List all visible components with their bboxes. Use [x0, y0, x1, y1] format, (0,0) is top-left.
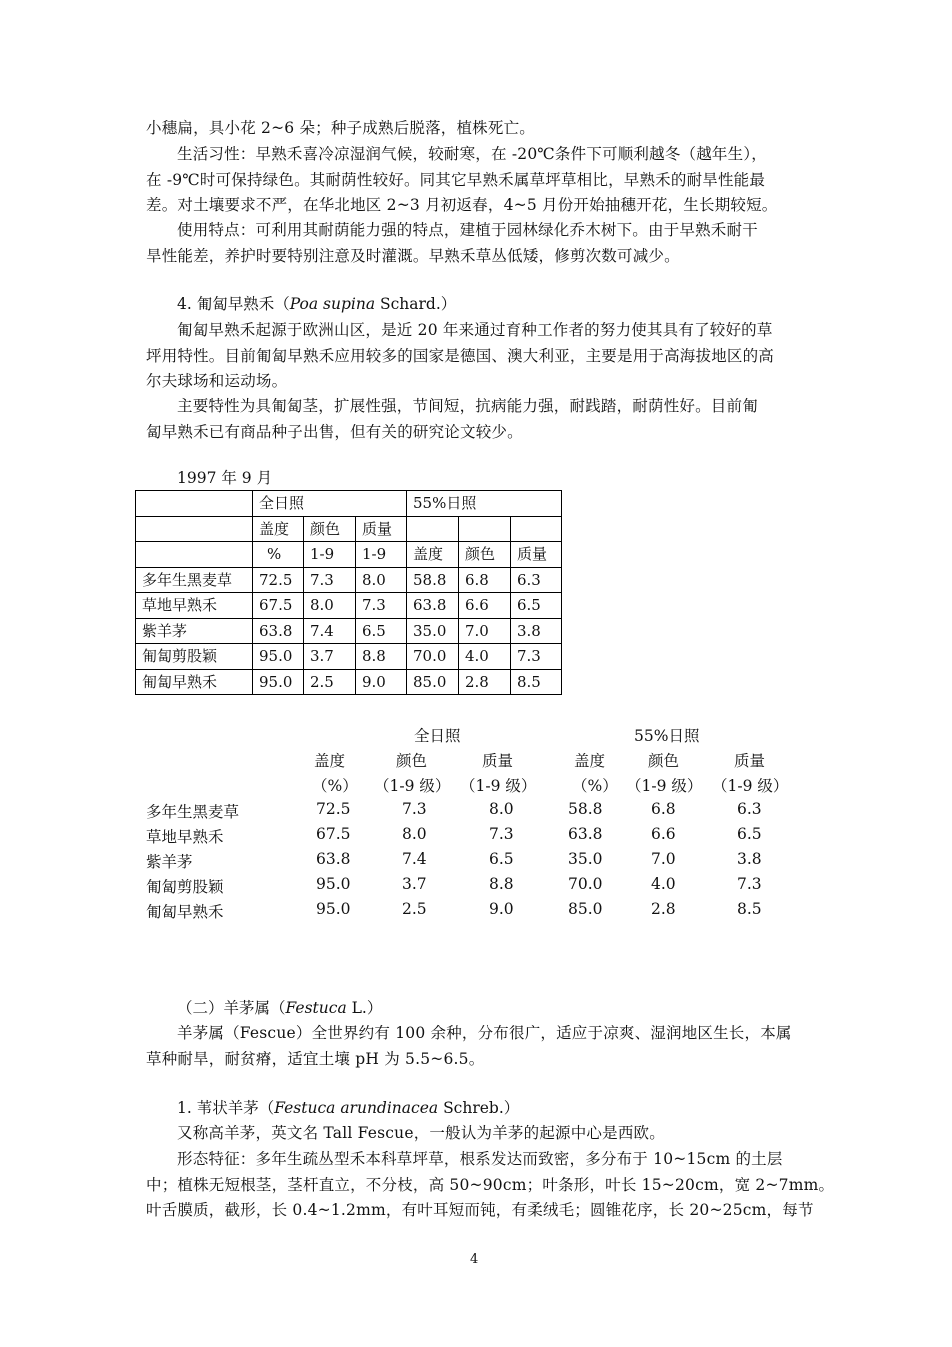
table-header-row [136, 542, 562, 568]
table-cell: 7.4 [304, 618, 356, 644]
table-cell: 3.8 [511, 618, 562, 644]
paragraph-poa-supina-origin [146, 318, 814, 395]
text-line: 尔夫球场和运动场。 [146, 372, 288, 390]
plain-cell-species: 匍匐剪股颖 [146, 878, 224, 897]
table-header-55-sun: 55%日照 [407, 491, 562, 517]
plain-header-cell: 盖度 [314, 752, 346, 771]
plain-header-55-sun: 55%日照 [634, 727, 700, 745]
table-cell: 63.8 [407, 593, 459, 619]
plain-cell: 7.3 [402, 799, 427, 818]
table-cell [136, 491, 253, 517]
table-cell: 35.0 [407, 618, 459, 644]
table-cell: 95.0 [253, 669, 304, 695]
table-header-cell: 颜色 [459, 542, 511, 568]
table-cell: 8.8 [356, 644, 407, 670]
paragraph-poa-supina-traits [146, 394, 814, 445]
latin-name: Poa supina [289, 295, 376, 313]
text-line: 又称高羊茅，英文名 Tall Fescue，一般认为羊茅的起源中心是西欧。 [177, 1124, 665, 1142]
plain-cell: 6.8 [651, 799, 676, 818]
table-cell [136, 542, 253, 568]
plain-cell: 3.8 [737, 849, 762, 868]
table-cell: 8.0 [356, 567, 407, 593]
plain-cell: 8.8 [489, 875, 514, 894]
plain-cell-species: 多年生黑麦草 [146, 802, 240, 821]
plain-cell: 95.0 [316, 900, 351, 919]
section-heading-festuca [177, 996, 382, 1022]
table-cell: 9.0 [356, 669, 407, 695]
plain-cell: 9.0 [489, 900, 514, 919]
table-cell: 85.0 [407, 669, 459, 695]
plain-unit-cell: （1-9 级） [712, 777, 789, 796]
plain-cell: 8.0 [489, 799, 514, 818]
page-number: 4 [470, 1252, 479, 1267]
plain-cell: 6.3 [737, 799, 762, 818]
section-heading-poa-supina [177, 292, 456, 318]
plain-cell: 3.7 [402, 875, 427, 894]
table-cell [407, 516, 459, 542]
plain-cell: 4.0 [651, 875, 676, 894]
plain-cell: 6.5 [489, 849, 514, 868]
heading-text: 4. 匍匐早熟禾（ [177, 295, 290, 313]
table-cell: 2.8 [459, 669, 511, 695]
plain-unit-cell: （%） [312, 777, 358, 796]
bordered-data-table [135, 490, 562, 695]
plain-cell: 6.6 [651, 824, 676, 843]
table-header-cell: % [253, 542, 304, 568]
table-cell: 7.3 [304, 567, 356, 593]
plain-cell: 8.0 [402, 824, 427, 843]
paragraph-usage [146, 218, 814, 269]
table-cell: 6.5 [511, 593, 562, 619]
heading-text: Schard.） [375, 295, 457, 313]
section-heading-tall-fescue [177, 1096, 519, 1122]
table-cell-species: 紫羊茅 [136, 618, 253, 644]
table-header-cell: 盖度 [253, 516, 304, 542]
text-line: 差。对土壤要求不严，在华北地区 2~3 月初返春，4~5 月份开始抽穗开花，生长期较短。 [146, 196, 778, 214]
table-cell: 72.5 [253, 567, 304, 593]
plain-header-cell: 质量 [482, 752, 514, 771]
plain-header-cell: 质量 [734, 752, 766, 771]
paragraph-spikelet [146, 116, 814, 142]
plain-cell: 58.8 [568, 799, 603, 818]
plain-cell: 8.5 [737, 900, 762, 919]
plain-cell: 7.3 [737, 875, 762, 894]
table-cell-species: 多年生黑麦草 [136, 567, 253, 593]
paragraph-tall-fescue-morphology [146, 1147, 835, 1224]
plain-header-cell: 盖度 [574, 752, 606, 771]
table-cell: 95.0 [253, 644, 304, 670]
plain-cell: 7.4 [402, 849, 427, 868]
plain-unit-cell: （%） [572, 777, 618, 796]
heading-text: （二）羊茅属（ [177, 999, 286, 1017]
plain-cell: 95.0 [316, 875, 351, 894]
table-header-full-sun: 全日照 [253, 491, 407, 517]
plain-cell: 35.0 [568, 849, 603, 868]
text-line: 羊茅属（Fescue）全世界约有 100 余种，分布很广，适应于凉爽、湿润地区生长，本属 [177, 1024, 792, 1042]
table-cell [136, 516, 253, 542]
table-cell: 8.5 [511, 669, 562, 695]
plain-cell: 72.5 [316, 799, 351, 818]
table-cell: 58.8 [407, 567, 459, 593]
plain-unit-cell: （1-9 级） [626, 777, 703, 796]
heading-text: 1. 苇状羊茅（ [177, 1099, 275, 1117]
text-line: 在 -9℃时可保持绿色。其耐荫性较好。同其它早熟禾属草坪草相比，早熟禾的耐旱性能最 [146, 170, 766, 189]
text-line: 中；植株无短根茎，茎杆直立，不分枝，高 50~90cm；叶条形，叶长 15~20cm，宽 2~7mm。 [146, 1175, 835, 1194]
table-cell-species: 草地早熟禾 [136, 593, 253, 619]
table-header-row [136, 516, 562, 542]
table-row [136, 669, 562, 695]
table-cell [511, 516, 562, 542]
table-date: 1997 年 9 月 [177, 469, 273, 487]
plain-cell-species: 草地早熟禾 [146, 827, 224, 846]
table-cell: 2.5 [304, 669, 356, 695]
plain-cell: 6.5 [737, 824, 762, 843]
table-header-cell: 盖度 [407, 542, 459, 568]
paragraph-habit [146, 142, 814, 219]
heading-text: Schreb.） [438, 1099, 520, 1117]
table-cell: 3.7 [304, 644, 356, 670]
text-line: 叶舌膜质，截形，长 0.4~1.2mm，有叶耳短而钝，有柔绒毛；圆锥花序，长 20~25cm，每节 [146, 1201, 814, 1219]
text-line: 旱性能差，养护时要特别注意及时灌溉。早熟禾草丛低矮，修剪次数可减少。 [146, 246, 680, 265]
plain-cell: 63.8 [568, 824, 603, 843]
table-cell-species: 匍匐早熟禾 [136, 669, 253, 695]
heading-text: L.） [346, 999, 383, 1017]
table-cell: 7.0 [459, 618, 511, 644]
plain-unit-cell: （1-9 级） [460, 777, 537, 796]
plain-header-full-sun: 全日照 [414, 727, 461, 745]
table-cell: 6.5 [356, 618, 407, 644]
table-cell-species: 匍匐剪股颖 [136, 644, 253, 670]
table-row [136, 567, 562, 593]
table-cell: 7.3 [356, 593, 407, 619]
latin-name: Festuca arundinacea [274, 1099, 439, 1117]
plain-cell: 7.0 [651, 849, 676, 868]
plain-header-cell: 颜色 [648, 752, 680, 771]
text-line: 使用特点：可利用其耐荫能力强的特点，建植于园林绿化乔木树下。由于早熟禾耐干 [177, 221, 758, 239]
text-line: 形态特征：多年生疏丛型禾本科草坪草，根系发达而致密，多分布于 10~15cm 的土层 [177, 1150, 783, 1168]
plain-cell: 70.0 [568, 875, 603, 894]
table-header-cell: 1-9 [304, 542, 356, 568]
paragraph-festuca [146, 1021, 814, 1072]
table-cell: 8.0 [304, 593, 356, 619]
plain-cell-species: 紫羊茅 [146, 852, 193, 871]
plain-cell: 7.3 [489, 824, 514, 843]
text-line: 匍匐早熟禾起源于欧洲山区，是近 20 年来通过育种工作者的努力使其具有了较好的草 [177, 321, 773, 339]
table-cell [459, 516, 511, 542]
plain-cell: 67.5 [316, 824, 351, 843]
table-cell: 70.0 [407, 644, 459, 670]
table-cell: 6.3 [511, 567, 562, 593]
plain-cell: 85.0 [568, 900, 603, 919]
text-line: 坪用特性。目前匍匐早熟禾应用较多的国家是德国、澳大利亚，主要是用于高海拔地区的高 [146, 346, 775, 365]
plain-cell-species: 匍匐早熟禾 [146, 903, 224, 922]
table-header-cell: 1-9 [356, 542, 407, 568]
plain-cell: 63.8 [316, 849, 351, 868]
text-line: 主要特性为具匍匐茎，扩展性强，节间短，抗病能力强，耐践踏，耐荫性好。目前匍 [177, 397, 758, 415]
table-row [136, 593, 562, 619]
table-cell: 63.8 [253, 618, 304, 644]
table-cell: 67.5 [253, 593, 304, 619]
plain-cell: 2.8 [651, 900, 676, 919]
plain-header-cell: 颜色 [396, 752, 428, 771]
table-cell: 6.8 [459, 567, 511, 593]
text-line: 匐早熟禾已有商品种子出售，但有关的研究论文较少。 [146, 422, 523, 441]
table-cell: 6.6 [459, 593, 511, 619]
text-line: 生活习性：早熟禾喜冷凉湿润气候，较耐寒，在 -20℃条件下可顺利越冬（越年生）， [177, 145, 767, 163]
table-cell: 7.3 [511, 644, 562, 670]
table-cell: 4.0 [459, 644, 511, 670]
paragraph-tall-fescue-name [146, 1121, 814, 1147]
table-header-cell: 质量 [356, 516, 407, 542]
latin-name: Festuca [285, 999, 347, 1017]
table-header-cell: 颜色 [304, 516, 356, 542]
table-row [136, 644, 562, 670]
table-header-row [136, 491, 562, 517]
table-row [136, 618, 562, 644]
table-header-cell: 质量 [511, 542, 562, 568]
plain-cell: 2.5 [402, 900, 427, 919]
text-line: 草种耐旱，耐贫瘠，适宜土壤 pH 为 5.5~6.5。 [146, 1049, 485, 1068]
text-line: 小穗扁，具小花 2~6 朵；种子成熟后脱落，植株死亡。 [146, 119, 535, 137]
plain-unit-cell: （1-9 级） [374, 777, 451, 796]
